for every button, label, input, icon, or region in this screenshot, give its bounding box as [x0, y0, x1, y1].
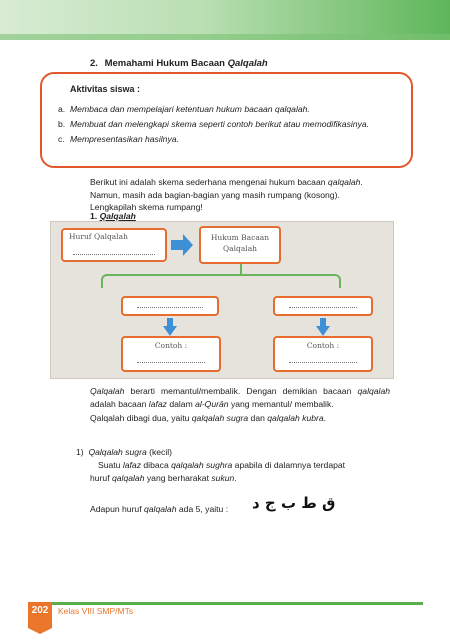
- box-law-title-2: Qalqalah: [223, 244, 257, 253]
- intro-line-3: Lengkapilah skema rumpang!: [90, 202, 203, 212]
- arrow-down-icon: [163, 318, 177, 336]
- activity-item-letter: b.: [58, 119, 66, 129]
- section-number: 2.: [90, 58, 98, 69]
- sugra-title: Qalqalah sugra: [88, 447, 147, 457]
- section-heading: [90, 58, 268, 69]
- activity-item-text: Membaca dan mempelajari ketentuan hukum bacaan qalqalah.: [70, 104, 310, 114]
- box-law: [199, 226, 281, 264]
- activity-item-text: Membuat dan melengkapi skema seperti contoh berikut atau memodifikasinya.: [70, 119, 370, 129]
- box-law-title-1: Hukum Bacaan: [210, 233, 270, 242]
- footer-text: Kelas VIII SMP/MTs: [58, 606, 134, 616]
- section-title: Memahami Hukum Bacaan: [104, 58, 225, 69]
- box-blank-right: [273, 296, 373, 316]
- activity-list: [58, 102, 369, 147]
- footer-line: [28, 602, 423, 605]
- subheading-label: Qalqalah: [99, 211, 136, 221]
- section-title-italic: Qalqalah: [227, 58, 268, 69]
- intro-line-1: Berikut ini adalah skema sederhana mengenai hukum bacaan qalqalah.: [90, 177, 363, 187]
- activity-item-text: Mempresentasikan hasilnya.: [70, 134, 179, 144]
- sugra-heading: 1) Qalqalah sugra (kecil): [76, 447, 173, 457]
- activity-item-letter: a.: [58, 104, 66, 114]
- definition-text: Qalqalah berarti memantul/membalik. Dengan demikian bacaan qalqalah adalah bacaan lafaz dalam al-Qurān yang memantul/ membalik.: [90, 386, 391, 409]
- activity-item: [58, 102, 369, 117]
- intro-paragraph: [90, 176, 390, 214]
- header-stripe: [0, 34, 450, 40]
- activity-title: Aktivitas siswa :: [70, 84, 141, 94]
- page-number: 202: [31, 605, 49, 616]
- activity-box: [40, 72, 413, 168]
- definition-paragraph: [90, 385, 390, 425]
- arrow-down-icon: [316, 318, 330, 336]
- intro-line-2: Namun, masih ada bagian-bagian yang masih rumpang (kosong).: [90, 189, 340, 200]
- header-band: [0, 0, 450, 40]
- sugra-number: 1): [76, 447, 84, 457]
- blank-line: [137, 362, 205, 363]
- definition-division: Qalqalah dibagi dua, yaitu qalqalah sugra dan qalqalah kubra.: [90, 413, 327, 423]
- box-letters: [61, 228, 167, 262]
- qalqalah-diagram: [50, 221, 394, 379]
- letters-intro: Adapun huruf qalqalah ada 5, yaitu :: [90, 504, 229, 514]
- connector-vertical: [240, 264, 242, 274]
- connector-branch: [101, 274, 341, 288]
- activity-item: [58, 117, 369, 132]
- blank-line: [289, 362, 357, 363]
- box-example-left-label: Contoh :: [154, 341, 188, 350]
- activity-item-letter: c.: [58, 134, 65, 144]
- activity-item: [58, 132, 369, 147]
- arabic-letters: ق ط ب ج د: [252, 494, 336, 512]
- box-example-right-label: Contoh :: [306, 341, 340, 350]
- page-number-badge: [28, 602, 52, 628]
- arrow-right-icon: [171, 232, 195, 258]
- sugra-description: Suatu lafaz dibaca qalqalah sughra apabila di dalamnya terdapat huruf qalqalah yang berharakat sukun.: [90, 460, 346, 483]
- blank-line: [137, 307, 203, 308]
- box-blank-left: [121, 296, 219, 316]
- blank-line: [289, 307, 357, 308]
- blank-line: [73, 254, 155, 255]
- box-example-right: [273, 336, 373, 372]
- box-example-left: [121, 336, 221, 372]
- subheading-number: 1.: [90, 211, 98, 221]
- box-letters-title: Huruf Qalqalah: [69, 232, 128, 241]
